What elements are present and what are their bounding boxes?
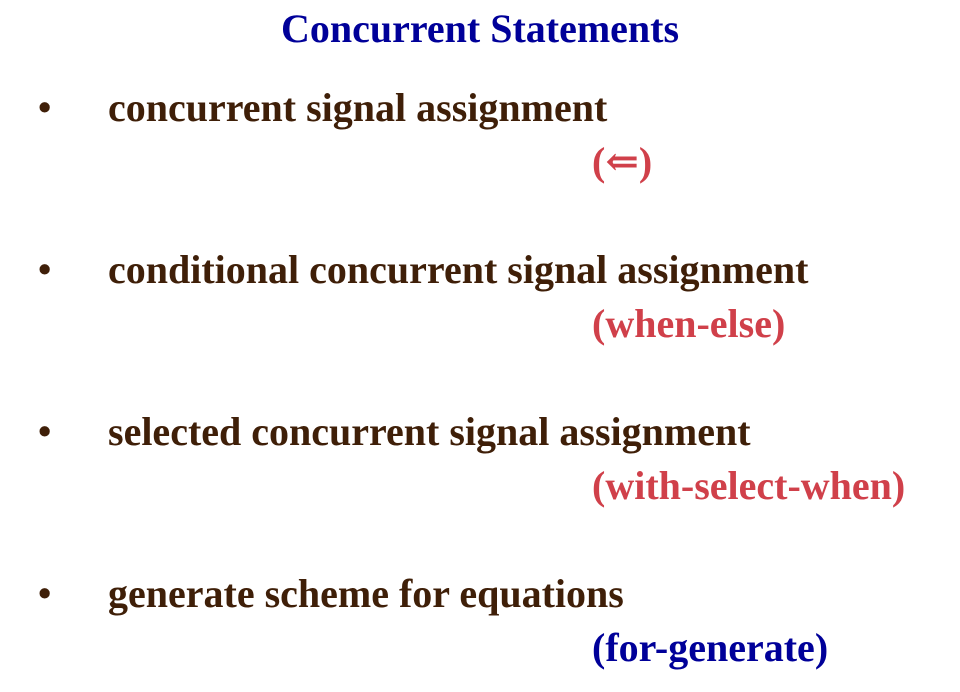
bullet-point: • bbox=[38, 411, 52, 453]
item-syntax-tag: (when-else) bbox=[592, 301, 786, 346]
bullet-point: • bbox=[38, 573, 52, 615]
bullet-point: • bbox=[38, 87, 52, 129]
item-label: concurrent signal assignment bbox=[108, 85, 608, 130]
bullet-item-conditional-concurrent-signal-assignment bbox=[0, 248, 960, 368]
item-syntax-tag: (for-generate) bbox=[592, 625, 829, 670]
slide-title: Concurrent Statements bbox=[280, 6, 680, 51]
item-label: conditional concurrent signal assignment bbox=[108, 247, 809, 292]
bullet-point: • bbox=[38, 249, 52, 291]
bullet-item-generate-scheme bbox=[0, 572, 960, 692]
item-label: generate scheme for equations bbox=[108, 571, 624, 616]
bullet-item-concurrent-signal-assignment bbox=[0, 86, 960, 206]
bullet-item-selected-concurrent-signal-assignment bbox=[0, 410, 960, 530]
item-syntax-tag: (⇐) bbox=[592, 139, 653, 184]
item-syntax-tag: (with-select-when) bbox=[592, 463, 906, 508]
item-label: selected concurrent signal assignment bbox=[108, 409, 751, 454]
